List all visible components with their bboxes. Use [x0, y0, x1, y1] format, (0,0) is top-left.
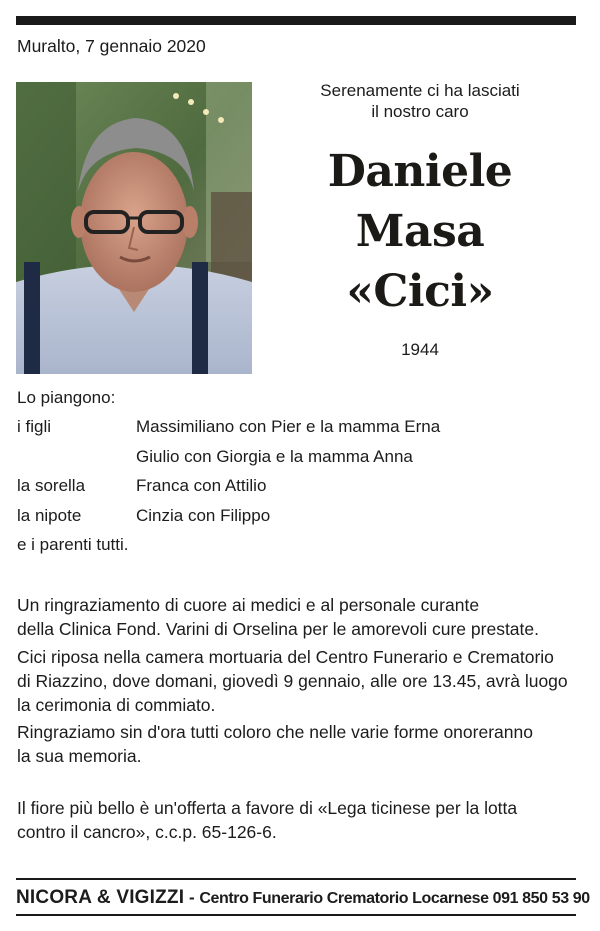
- footer-bottom-rule: [16, 914, 576, 916]
- footer-top-rule: [16, 878, 576, 880]
- funeral-line-1: Cici riposa nella camera mortuaria del Centro Funerario e Crematorio: [17, 647, 554, 667]
- portrait-photo: [16, 82, 252, 374]
- thanks-line-2: della Clinica Fond. Varini di Orselina per le amorevoli cure prestate.: [17, 619, 540, 639]
- intro-line-2: il nostro caro: [371, 102, 469, 121]
- footer: [16, 887, 590, 909]
- birth-year: 1944: [401, 340, 439, 359]
- mourners-title: Lo piangono:: [17, 388, 116, 407]
- donation-paragraph: [17, 796, 517, 844]
- intro-text: [300, 80, 540, 122]
- donation-line-1: Il fiore più bello è un'offerta a favore di «Lega ticinese per la lotta: [17, 798, 518, 818]
- mourner-relation: la nipote: [17, 506, 82, 525]
- mourners-closing: e i parenti tutti.: [17, 535, 129, 554]
- thanks-paragraph: [17, 593, 539, 641]
- donation-line-2: contro il cancro», c.c.p. 65-126-6.: [17, 822, 277, 842]
- funeral-paragraph: [17, 645, 568, 717]
- nickname: «Cici»: [346, 266, 494, 317]
- gratitude-line-1: Ringraziamo sin d'ora tutti coloro che nelle varie forme onoreranno: [17, 722, 533, 742]
- funeral-line-3: la cerimonia di commiato.: [17, 695, 216, 715]
- gratitude-line-2: la sua memoria.: [17, 746, 142, 766]
- first-name: Daniele: [327, 146, 513, 197]
- top-rule: [16, 16, 576, 25]
- footer-separator: -: [184, 888, 200, 907]
- intro-line-1: Serenamente ci ha lasciati: [320, 81, 520, 100]
- gratitude-paragraph: [17, 720, 533, 768]
- place-date: Muralto, 7 gennaio 2020: [17, 36, 206, 56]
- mourner-relation: i figli: [17, 417, 52, 436]
- last-name: Masa: [355, 206, 485, 257]
- funeral-home-contact: Centro Funerario Crematorio Locarnese 091 850 53 90: [199, 890, 590, 907]
- mourner-relation: la sorella: [17, 476, 86, 495]
- portrait-illustration: [16, 82, 252, 374]
- funeral-home-brand: NICORA & VIGIZZI: [16, 887, 185, 908]
- mourner-names: Massimiliano con Pier e la mamma Erna: [136, 417, 441, 436]
- funeral-line-2: di Riazzino, dove domani, giovedì 9 gennaio, alle ore 13.45, avrà luogo: [17, 671, 568, 691]
- mourner-names: Cinzia con Filippo: [136, 506, 271, 525]
- mourner-names: Giulio con Giorgia e la mamma Anna: [136, 447, 413, 466]
- mourner-names: Franca con Attilio: [136, 476, 267, 495]
- deceased-name: [290, 142, 550, 322]
- thanks-line-1: Un ringraziamento di cuore ai medici e al personale curante: [17, 595, 480, 615]
